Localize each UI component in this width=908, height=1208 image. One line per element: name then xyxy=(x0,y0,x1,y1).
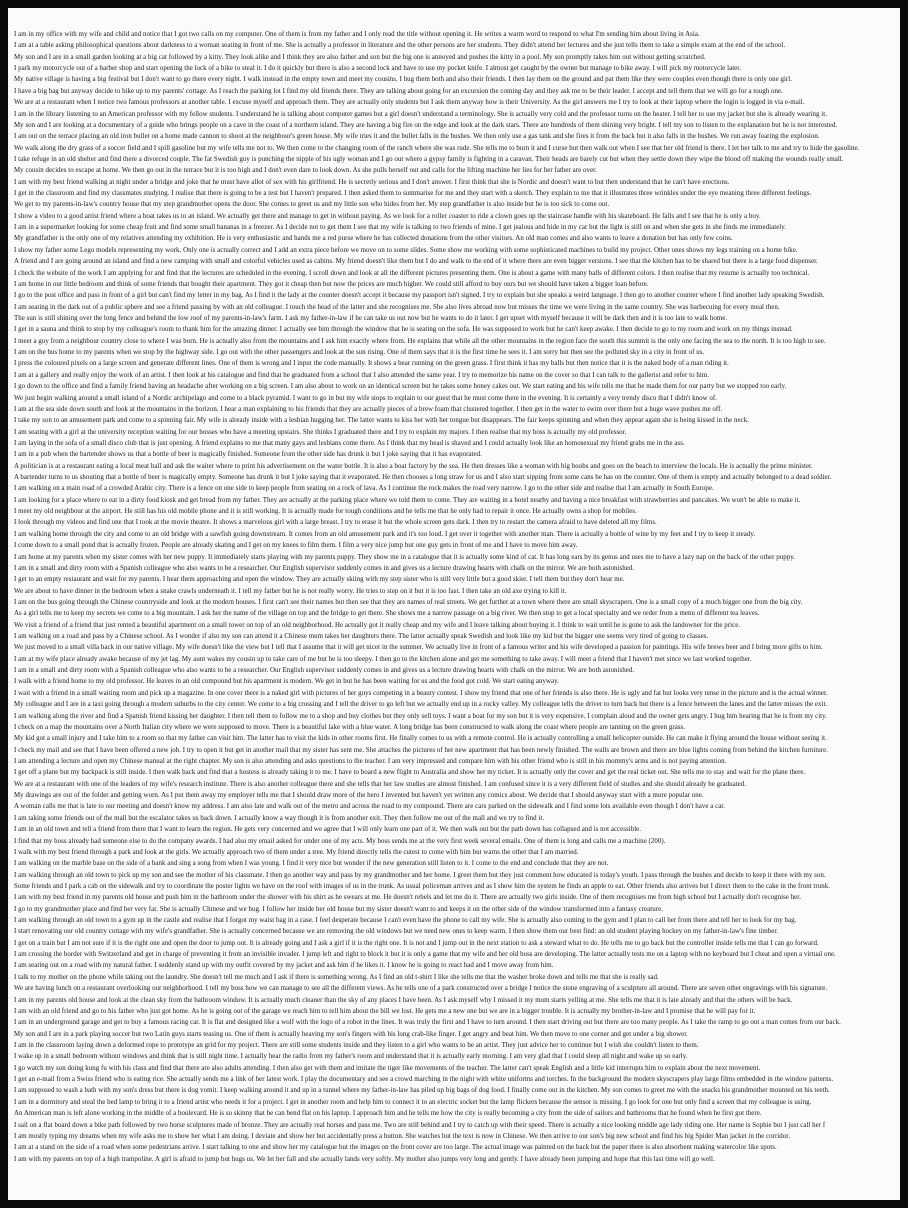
dream-entry: I am laying in the sofa of a small disco club that is just opening. A friend explains to me that many gays and lesbians come there. As I think that my head is shaved and I could actually look like an homosexual my friend grabs me in the ass. xyxy=(14,439,685,447)
dream-entry: I go to my grandmother place and find her very fat. She is actually Chinese and we hug. I follow her inside her old house but my sister doesn't want to and keeps it on the other side of the window transformed into a fantasy creature. xyxy=(14,905,663,913)
dream-entry: I go watch my son doing kung fu with his class and find that there are also adults attending. I then also get with them and imitate the tiger like movements of the teacher. The latter can't speak English and a little kid interrupts him to explain about the next movement. xyxy=(14,1064,761,1072)
dream-entry: I am on the bus going through the Chinese countryside and look at the modern houses. I first can't see their names but then see that they are names of real streets. We get further at a town where there are small skyscrapers. One is a small copy of a much bigger one from the big city. xyxy=(14,598,803,606)
dream-entry: I am with my best friend in my parents old house and push him in the bathroom under the shower with his shirt as he swears at me. He doesn't rebels and let me do it. There are actually two girls inside. One of them recognises me from high school but I actually don't recognise her. xyxy=(14,894,802,902)
dream-entry: We are having lunch on a restaurant overlooking our neighborhood. I tell my boss how we can manage to see all the different views. As he tells one of a park constructed over a bridge I notice the stone engraving of a sculpture all around. There are seven other engravings with his signature. xyxy=(14,985,828,993)
dream-entry: I am on the bus home to my parents when we stop by the highway side. I go out with the other passengers and look at the sun rising. One of them says that it is the first time he sees it. I am sorry but then see the polluted sky in a city in front of us. xyxy=(14,349,705,357)
dream-entry: I am crossing the border with Switzerland and get in charge of preventing it from an invisible invader. I jump left and right to block it but it is only a game that my wife and her old boss are developing. The latter actually tests me on a laptop with no keyboard but I cheat and open a virtual one. xyxy=(14,951,836,959)
dream-entry: I am in a small and dirty room with a Spanish colleague who also wants to be a researcher. Our English supervisor suddenly comes in and gives us a lecture drawing hearts with chalk on the mirror. We are both astonished. xyxy=(14,667,635,675)
dream-entry: We are at a restaurant when I notice two famous professors at another table. I excuse myself and approach them. They are actually only students but I ask them anyway how is their University. As the girl answers me I try to look at their laptop where the login is logged in via e-mail. xyxy=(14,99,805,107)
dream-entry: A bartender turns to us shouting that a bottle of beer is magically empty. Someone has drunk it but I joke saying that it evaporated. He then chooses a long straw for us and I also start sipping from some cans he has on the counter. One of them is empty and actually belonged to a dead soldier. xyxy=(14,474,832,482)
dream-entry: I am seating out on a road with my natural father. I suddenly stand up with my outfit covered by my jacket and ask him if he likes it. I know he is going to react bad and I move away from him. xyxy=(14,962,554,970)
dream-entry: I am in the library listening to an American professor with my fellow students. I understand he is talking about computer games but a girl doesn't understand a terminology. She is actually very cold and the professor turns on the heater. I tell her to use my jacket but she is already wearing it. xyxy=(14,110,827,118)
dream-entry: I am walking along the river and find a Spanish friend kissing her daughter. I then tell them to follow me to a shop and buy clothes but they only sell toys. I want a boat for my son but it is very expensive. I complain aloud and the owner gets angry. I hug him hearing that he is from my city. xyxy=(14,712,827,720)
dream-entry: I am walking through an old town to a gym up in the castle and realise that I forgot my waist bag in a case. I feel desperate because I can't even have the phone to call my wife. She is actually also coming to the gym and I plan to call her from there and tell her to look for my bag. xyxy=(14,917,797,925)
dream-entry: I am taking some friends out of the mall but the escalator takes us back down. I actually know a way though it is from another exit. They then follow me out of the mall and we try to find it. xyxy=(14,814,545,822)
dream-entry: I look through my videos and find one that I took at the movie theatre. It shows a marvelous girl with a large breast. I try to erase it but the whole screen gets dark. I then try to restart the camera afraid to have deleted all my films. xyxy=(14,519,657,527)
dream-entry: I am in my office with my wife and child and notice that I got two calls on my computer. One of them is from my father and I only read the title without opening it. He writes a warm word to respond to what I'm sending him about living in Asia. xyxy=(14,31,700,38)
dream-entry: I am home at my parents when my sister comes with her new puppy. It immediately starts playing with my parents puppy. They show me in a catalogue that it is actually some kind of cat. It has long ears by its genus and uses me to have a lazy nap on the back of the other puppy. xyxy=(14,553,796,561)
dream-entry: I am in the classroom laying down a deformed rope to prototype an grid for my project. There are still some students inside and they listen to a girl who wants to be an artist. They just advice her to continue but I wish she couldn't listen to them. xyxy=(14,1041,699,1049)
dream-entry: My son and I are in a small garden looking at a big cat followed by a kitty. They look alike and I think they are also father and son but the big one is annoyed and pushes the kitty in a pool. My son promptly takes him out without getting scratched. xyxy=(14,53,706,61)
dream-entry: I am at a gallery and really enjoy the work of an artist. I then look at his catalogue and find that he graduated from a school that I also attended the same year. I try to memorize his name on the cover so that I can talk to the gallerist and refer to him. xyxy=(14,371,709,379)
dream-entry: My native village is having a big festival but I don't want to go there every night. I walk instead in the empty town and meet my cousins. I hug them both and also their friends. I then lay them on the ground and pat them like they were couples even though there is only one girl. xyxy=(14,76,793,84)
dream-entry: I am at the sea side down south and look at the mountains in the horizon. I hear a man explaining to his friends that they are actually pieces of a brew foam that clustered together. I then get in the water to swim over there but a huge wave pushes me off. xyxy=(14,405,723,413)
dream-journal-text xyxy=(14,29,897,1165)
dream-entry: My son and I are in a park playing soccer but two Latin guys starts teasing us. One of them is actually heaving my son's fingers with his long crab-like finger. I get angry and beat him. We then move to one corner and get under a big shower. xyxy=(14,1030,688,1038)
dream-entry: A woman calls me that is late to our meeting and doesn't know my address. I am also late and walk out of the metro and across the road to my compound. There are cars parked on the sidewalk and I find some lots available even though I don't have a car. xyxy=(14,803,726,811)
dream-entry: I get in the classroom and find my classmates studying. I realise that there is going to be a test but I haven't prepared. I then asked them to summarise for me and they start with a sketch. They explain to me that it illustrates three wrinkles under the eye meaning three different feelings. xyxy=(14,190,812,198)
dream-entry: An American man is left alone working in the middle of a boulevard. He is so skinny that he can bend flat on his laptop. I approach him and he tells me how the city is really becoming a city from the side of sailors and bathrooms that he found when he first got there. xyxy=(14,1110,762,1118)
dream-entry: I am in a dormitory and steal the bed lamp to bring it to a friend artist who needs it for a project. I get in another room and help him to connect it to an electric socket but the lamp flickers because the sensor is missing. I go look for one but only find a screen that my colleague is using. xyxy=(14,1098,812,1106)
dream-entry: I am walking through an old town to pick up my son and see the mother of his classmate. I then go another way and pass by my grandmother and her home. I greet them but they just comment how educated is today's youth. I pass through the bushes and decide to keep it there with my son. xyxy=(14,871,826,879)
dream-entry: I am mostly typing my dreams when my wife asks me to show her what I am doing. I deviate and show her but accidentally press a button. She watches but the text is now in Chinese. We then arrive to our son's big new school and find his big Spider Man jacket in the corridor. xyxy=(14,1132,791,1140)
dream-entry: I check the website of the work I am applying for and find that the lectures are scheduled in the evening. I scroll down and look at all the different pictures presenting them. One is about a game with many balls of different colors. I then realise that my resume is actually too technical. xyxy=(14,269,810,277)
dream-entry: I get on a train but I am not sure if it is the right one and open the door to jump out. It is already going and I ask a girl if it is the right one. It is not and I jump out in the next station to ask a steward what to do. He tells me to go back but the controller inside tells me that I can go forward. xyxy=(14,939,819,947)
dream-entry: I am at a stand on the side of a road when some pedestrians arrive. I start talking to one and show her my catalogue but the images on the front cover are too large. The actual image was painted on the back but the paper there is also absorbent making watercolor like spots. xyxy=(14,1144,777,1152)
dream-entry: I show my father some Lego models representing my work. Only one is actually correct and I add an extra piece before we move on to some slides. Some show me working with some sophisticated machines to build my project. Other ones shows my legs training on a home bike. xyxy=(14,246,798,254)
dream-entry: I walk with my best friend through a park and look at the girls. We actually approach two of them under a tree. My friend directly tells the cutest to come with him but warns the other that I am married. xyxy=(14,848,579,856)
dream-entry: I am seating in the dark out of a public sphere and see a friend passing by with an old colleague. I touch the head of the latter and she recognises me. She also lives abroad now but misses the time we were living in the same country. She was barbecuing for every meal then. xyxy=(14,303,780,311)
dream-entry: I take my son to an amusement park and come to a spinning fair. My wife is already inside with a lesbian hugging her. The latter wants to kiss her with her tongue but disappears. The fair keeps spinning and when they appear again she is being kissed in the neck. xyxy=(14,417,750,425)
dream-entry: I sail on a flat board down a bike path followed by two horse sculptures made of bronze. They are actually real horses and pass me. Two are still behind and I try to catch up with their speed. There is actually a nice looking middle age lady riding one. Her name is Sophie but I just call her f xyxy=(14,1121,826,1129)
dream-entry: We just moved to a small villa back in our native village. My wife doesn't like the view but I tell that I assume that it will get nicer in the summer. We actually live in front of a famous writer and his wife developed a passion for paintings. His wife brews beer and I bring more gifts to him. xyxy=(14,644,823,652)
dream-entry: I am with my parents on top of a high trampoline. A girl is afraid to jump but hugs us. We let her fall and she actually lands very softly. My mother also jumps very long and gently. I have already been jumping and hope that this last time will go well. xyxy=(14,1155,715,1163)
dream-entry: I check my mail and see that I have been offered a new job. I try to open it but get in another mail that my sister has sent me. She attaches the pictures of her new apartment that has been newly finished. The walls are brown and there are blue lights coming from behind the kitchen furniture. xyxy=(14,746,829,754)
dream-entry: We are about to have dinner in the bedroom when a snake crawls underneath it. I tell my father but he is not really worry. He tries to step on it but it is too fast. I then take an old axe trying to kill it. xyxy=(14,587,567,595)
dream-entry: I take refuge in an old shelter and find there a divorced couple. The fat Swedish guy is punching the nipple of his ugly woman and I go out where a gypsy family is fighting in a caravan. Their heads are barely cut but when they settle down they wipe the blood off making the wounds really small. xyxy=(14,155,844,163)
dream-entry: I show a video to a good artist friend where a boat takes us to an island. We actually get there and manage to get in without paying. As we look for a roller coaster to ride a clown goes up the staircase handle with his skateboard. He falls and I see that he is only a boy. xyxy=(14,212,761,220)
dream-entry: I am walking on a road and pass by a Chinese school. As I wonder if also my son can attend it a Chinese mum takes her daughters there. The latter actually speak Swedish and look like my kid but the bigger one seems very tired of going to classes. xyxy=(14,633,709,641)
dream-entry: My grandfather is the only one of my relatives attending my exhibition. He is very enthusiastic and hands me a red purse where he has collected donations from the other visitors. An old man comes and also wants to leave a donation but has only few coins. xyxy=(14,235,733,243)
dream-entry: I go down to the office and find a family friend having an headache after working on a big screen. I am also about to work on an identical screen but he takes some honey cakes out. We start eating and his wife tells me that he made them for our party but we stopped too early. xyxy=(14,383,787,391)
dream-entry: I get off a plane but my backpack is still inside. I then walk back and find that a hostess is already taking it to me. I have to board a new flight to Australia and show her my ticket. It is actually only the cover and get the real ticket out. She tells me to stay and wait for the plane there. xyxy=(14,769,806,777)
dream-entry: My son and I are looking at a documentary of a guide who brings people on a cave in the coast of a northern island. They are having a big fire on the edge and look at the dark stars. There are hundreds of them shining very bright. I tell my son to listen to the explanation but he is not interested. xyxy=(14,121,838,129)
dream-entry: We walk along the dry grass of a soccer field and I spill gasoline but my wife tells me not to. We then come to the changing room of the ranch where she was rude. She tells me to burn it and I curse but then walk out when I see that her old friend is there. I let her talk to me and try to hide the gasoline. xyxy=(14,144,860,152)
dream-entry: I am with my best friend walking at night under a bridge and joke that he must have allot of sex with his girlfriend. He is secretly serious and I don't answer. I first think that she is Nordic and doesn't want to but then understand that he can't have erections. xyxy=(14,178,730,186)
dream-entry: I am at my wife place already awake because of my jet lag. My aunt wakes my cousin up to take care of me but he is too sleepy. I then go to the kitchen alone and get me something to take away. I will meet a friend that I haven't met since we last worked together. xyxy=(14,655,752,663)
dream-entry: I am in my parents old house and look at the clean sky from the bathroom window. It is actually much cleaner than the sky of any places I have been. As I ask myself why I missed it my mom starts yelling at me. She tells me that it is late already and that the others will be back. xyxy=(14,996,793,1004)
dream-entry: My colleague and I are in a taxi going through a modern suburbs to the city center. We come to a big crossing and I tell the driver to go left but we actually end up in a rocky valley. My colleague tells the driver to turn back but there is a fence between the lanes and the latter misses the exit. xyxy=(14,701,828,709)
dream-entry: I am at a table asking philosophical questions about darkness to a woman seating in front of me. She is actually a professor in literature and the other persons are her students. They didn't attend her lectures and she just tells them to take a simple exam at the end of the school. xyxy=(14,42,786,50)
dream-entry: My cousin decides to escape at home. We then go out in the terrace but it is too high and I don't even dare to look down. As she pulls herself out and calls for the lifting machine her lies for her father are over. xyxy=(14,167,597,175)
dream-entry: I wait with a friend in a small waiting room and pick up a magazine. In one cover there is a naked girl with pictures of her guys competing in a beauty contest. I show my friend that one of her friends is also there. He is ugly and fat but looks very tense in the picture and is the actual winner. xyxy=(14,689,828,697)
dream-entry: I am out on the terrace placing an old iron bullet on a home made cannon to shoot at the neighbour's green house. My wife tries it and the bullet falls in the bushes. We then only use a gas tank and she fires it from the back but it also falls in the bushes. We run away fearing the explosion. xyxy=(14,133,820,141)
dream-entry: I am attending a lecture and open my Chinese manual at the right chapter. My son is also attending and asks questions to the teacher. I am very impressed and compare him with his other friend who is still in his mommy's arms and is not paying attention. xyxy=(14,758,727,765)
dream-entry: I am seating with a girl at the university reception waiting for our bosses who have a meeting upstairs. She thinks I graduated there and I try to explain my majors. I then realise that my boss is actually my old professor. xyxy=(14,428,627,436)
dream-entry: I park my motorcycle out of a barber shop and start opening the lock of a bike to steal it. I do it quickly but there is also a second lock and have to use my pocket knife. I almost get caught by the owner but manage to bike away. I will pick my motorcycle later. xyxy=(14,65,742,73)
dream-entry: I get an e-mail from a Swiss friend who is eating rice. She actually sends me a link of her latest work. I play the documentary and see a crowd marching in the night with white uniforms and torches. In the background the modern skyscrapers play large films embedded in the window patterns. xyxy=(14,1076,834,1084)
dream-entry: I am walking on a main road of a crowded Arabic city. There is a fence on one side to keep people from seating on a rock of lava. As I continue the rock makes the road very narrow. I go to the other side and realise that I am actually in South Europe. xyxy=(14,485,714,493)
dream-entry: The sun is still shining over the long fence and behind the low roof of my parents-in-law's farm. I ask my father-in-law if he can take us out now but he wants to do it later. I get upset with myself because it will be dark then and it is too late to walk home. xyxy=(14,314,728,322)
dream-entry: My kid got a small injury and I take him to a room so that my father can visit him. The latter has to visit the kids in other rooms first. He finally comes to us with a remote control. He is actually controlling a small helicopter outside. He can make it flying around the house without seeing it. xyxy=(14,735,827,743)
dream-entry: I find that my boss already had someone else to do the company awards. I had also my email asked for under one of my acts. My boss sends me at the very first week several emails. One of them is long and calls me a machine (200). xyxy=(14,837,666,845)
dream-entry: I am looking for a place where to eat in a dirty food kiosk and get bread from my father. They are actually at the parking place where we told them to come. They are waiting in a hotel nearby and having a nice breakfast with strawberries and pancakes. We won't be able to make it. xyxy=(14,496,801,504)
dream-entry: I am supposed to wash a bath with my son's dress but there is dog vomit. I keep walking around it and up in a tunnel where my father-in-law has piled up big bags of dog food. I finally come out in the kitchen. My son comes to greet me with the snacks his grandmother mounted on his teeth. xyxy=(14,1087,830,1095)
dream-entry: I am in a pub when the bartender shows us that a bottle of beer is magically finished. Someone from the other side has drunk it but I joke saying that it has evaporated. xyxy=(14,451,482,459)
dream-entry: I am walking on the marble base on the side of a bank and sing a song from when I was young. I find it very nice but wonder if the new generation still listen to it. I come to the end and conclude that they are not. xyxy=(14,860,609,868)
dream-entry: I walk with a friend home to my old professor. He leaves in an old compound but his apartment is modern. We get in but he has been waiting for us and the food got cold. We start eating anyway. xyxy=(14,678,559,686)
dream-entry: I meet my old neighbour at the airport. He still has his old mobile phone and it is still working. It is actually made for tough conditions and he tells me that he only had to repair it once. He actually owns a shop for mobiles. xyxy=(14,508,637,516)
dream-entry: I press the coloured pixels on a large screen and generate different lines. One of them is wrong and I input the code manually. It shows a bear running on the green grass. I first think it has my balls but then notice that it is the naked body of a man riding it. xyxy=(14,360,729,368)
dream-entry: I am in an underground garage and get to buy a famous racing car. It is flat and designed like a wolf with the logo of a robot in the lines. It was truly the first and I have to turn around. I then start driving out but there are too many people. As I take the ramp to go out a man comes from our back. xyxy=(14,1019,841,1027)
dream-entry: I am in an old town and tell a friend from there that I want to learn the region. He gets very concerned and we agree that I will only learn one part of it. We then walk out but the path down has collapsed and is not accessible. xyxy=(14,826,642,834)
dream-entry: A politician is at a restaurant eating a local meat ball and ask the waiter where to print his advertisement on the water bottle. It is also a boat factory by the sea. He then dresses like a woman with big boobs and goes on the beach to interview the locals. He is actually the prime minister. xyxy=(14,462,813,470)
dream-entry: A friend and I are going around an island and find a new camping with small and colorful vehicles used as cabins. My friend doesn't like them but I do and walk to the end of it where there are even bigger versions. I see that the kitchen has to be shared but there is a large food dispenser. xyxy=(14,258,818,266)
dream-entry: I am with an old friend and go to his father who just got home. As he is going out of the garage we reach him to tell him about the bill we lost. He gets me a new one but we are in a bigger trouble. It is actually my brother-in-law and I promise that he will pay for it. xyxy=(14,1007,756,1015)
dream-entry: I get in a sauna and think to stop by my colleague's room to thank him for the amazing dinner. I actually see him through the window that he is seating on the sofa. He was supposed to work but he can't keep awake. I then decide to go to my room and work on my things instead. xyxy=(14,326,793,334)
dream-entry: As a girl tells me to keep my secrets we come to a big mountain. I ask her the name of the village on top and the bridge to get there. She shows me a narrow passage on a big river. We then stop to get a local specialty and we order from a menu of different tea leaves. xyxy=(14,610,760,618)
dream-entry: We visit a friend of a friend that just rented a beautiful apartment on a small tower on top of an old neighborhood. He actually got it really cheap and my wife and I leave talking about buying it. I think to wait until he is gone to ask the landowner for the price. xyxy=(14,621,741,629)
dream-entry: We just begin walking around a small island of a Nordic archipelago and come to a black pyramid. I want to go in but my wife stops to explain to our guest that he must come there in the evening. It is certainly a very trendy disco that I didn't know of. xyxy=(14,394,717,402)
dream-entry: I wake up in a small bedroom without windows and think that is still night time. I actually hear the radio from my father's room and understand that it is actually early morning. I am very glad that I could sleep all night and wake up so early. xyxy=(14,1053,688,1061)
dream-entry: I talk to my mother on the phone while taking out the laundry. She doesn't tell me much and I ask if there is something wrong. As I find an old t-shirt I like she tells me that the washer broke down and tells me that she is really sad. xyxy=(14,973,659,981)
dream-entry: I meet a guy from a neighbour country close to where I was born. He is actually also from the mountains and I ask him exactly where from. He explains that while all the other mountains in the region face the south this summit is the only one facing the sea to the north. It is too high to see. xyxy=(14,337,826,345)
dream-entry: My drawings are out of the folder and getting worn. As I put them away my employer tells me that I should draw more of the hero I invented but haven't yet written any comics about. We decide that I should anyway start with a more popular one. xyxy=(14,792,704,800)
dream-entry: I am home in our little bedroom and think of some friends that bought their apartment. They got it cheap then but now the prices are much higher. We could still afford to buy ours but we should have taken a bigger loan before. xyxy=(14,280,649,288)
dream-entry: Some friends and I park a cab on the sidewalk and try to coordinate the poster lights we have on the roof with images of us in the trunk. As usual policeman arrives and as I show him the system he finds an apple to eat. Other friends also arrives but I direct them to the cake in the front trunk. xyxy=(14,882,831,890)
dream-entry: I come down to a small pond that is actually frozen. People are already skating and I get on my knees to film them. I film a very nice jump but one guy gets in front of me and I have to move him away. xyxy=(14,542,578,550)
dream-entry: I am in a supermarket looking for some cheap fruit and find some small bananas in a freezer. As I decide not to get them I see that my wife is talking to two friends of mine. I get jealous and hide in my car but the light is still on and when she gets in she finds me immediately. xyxy=(14,224,787,232)
dream-entry: I am in a small and dirty room with a Spanish colleague who also wants to be a researcher. Our English supervisor suddenly comes in and gives us a lecture drawing hearts with chalk on the mirror. We are both astonished. xyxy=(14,564,635,572)
document-page xyxy=(8,8,900,1200)
dream-entry: I have a big bag but anyway decide to bike up to my parents' cottage. As I reach the parking lot I find my old friends there. They are talking about going for an excursion the coming day and they ask me to be their leader. I accept and tell them that we will go for a tough one. xyxy=(14,87,783,95)
dream-entry: I get to an empty restaurant and wait for my parents. I hear them approaching and open the window. They are actually skiing with my step sister who is still very little but a good skier. I tell them but they don't hear me. xyxy=(14,576,625,584)
dream-entry: We are at a restaurant with one of the leaders of my wife's research institute. There is also another colleague there and she tells that her law studies are almost finished. I am confused since it is a very different field of studies and she should already be graduated. xyxy=(14,780,747,788)
dream-entry: We get to my parents-in-law's country house that my step grandmother opens the door. She comes to greet us and my little son who hides from her. My step grandfather is also inside but he is too sick to come out. xyxy=(14,201,610,209)
dream-entry: I check on a map the mountains over a North Italian city where we were supposed to move. There is a beautiful lake with a blue water. A long bridge has been constructed to walk along the coast where people are tanning on the green grass. xyxy=(14,723,686,731)
dream-entry: I start renovating our old country cottage with my wife's grandfather. She is actually concerned because we are removing the old windows but we need new ones to keep warm. I then show them our best find: an old student playing hockey on my father-in-law's fine timber. xyxy=(14,928,779,936)
dream-entry: I am walking home through the city and come to an old bridge with a sawfish going downstream. It comes from an old amusement park and it's too loud. I get over it together with another man. There is actually a bottle of wine by my feet and I try to keep it steady. xyxy=(14,530,756,538)
dream-entry: I go to the post office and pass in front of a girl but can't find my letter in my bag. As I find it the lady at the counter doesn't accept it because my passport isn't signed. I try to explain but she speaks a weird language. I then go to another counter where I find another lady speaking Swedish. xyxy=(14,292,825,300)
